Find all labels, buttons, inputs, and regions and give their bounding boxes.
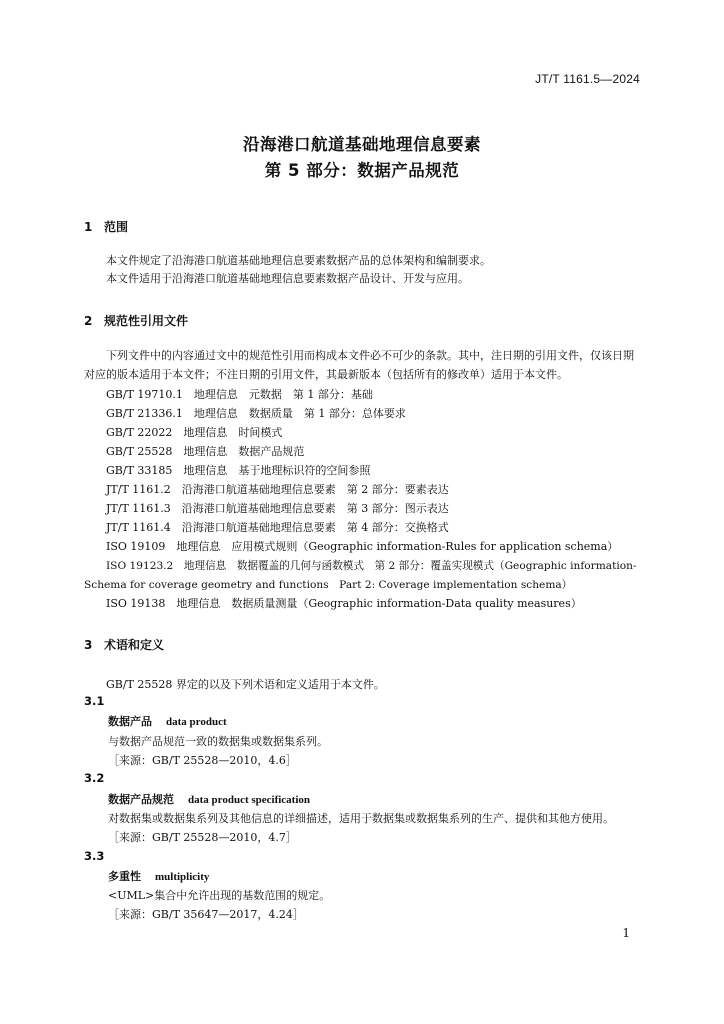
section-heading-terms — [84, 636, 164, 653]
term-number: 3.3 — [84, 849, 105, 863]
section-heading-normative-references — [84, 312, 188, 329]
reference-item: GB/T 25528 地理信息 数据产品规范 — [106, 445, 305, 458]
reference-item: GB/T 21336.1 地理信息 数据质量 第 1 部分：总体要求 — [106, 407, 406, 420]
paragraph: 本文件规定了沿海港口航道基础地理信息要素数据产品的总体架构和编制要求。 — [106, 254, 491, 267]
term-zh: 数据产品 — [108, 715, 152, 728]
reference-item: GB/T 22022 地理信息 时间模式 — [106, 426, 283, 439]
term-en: data product specification — [188, 794, 311, 806]
document-subtitle: 第 5 部分：数据产品规范 — [264, 161, 460, 180]
reference-item: JT/T 1161.2 沿海港口航道基础地理信息要素 第 2 部分：要素表达 — [106, 483, 449, 496]
reference-item: GB/T 33185 地理信息 基于地理标识符的空间参照 — [106, 464, 371, 477]
section-number: 2 — [84, 314, 93, 328]
term-zh: 多重性 — [108, 870, 141, 883]
reference-item: ISO 19109 地理信息 应用模式规则（Geographic information-Rules for application schema） — [106, 540, 619, 553]
term-definition: 对数据集或数据集系列及其他信息的详细描述，适用于数据集或数据集系列的生产、提供和其他方使用。 — [108, 812, 614, 825]
term-source: ［来源：GB/T 35647—2017，4.24］ — [108, 908, 304, 921]
reference-item: ISO 19138 地理信息 数据质量测量（Geographic information-Data quality measures） — [106, 597, 582, 610]
term-title — [108, 868, 209, 884]
section-title: 规范性引用文件 — [104, 314, 189, 328]
term-definition: 与数据产品规范一致的数据集或数据集系列。 — [108, 735, 328, 748]
section-title: 术语和定义 — [104, 638, 165, 652]
page-number: 1 — [622, 926, 630, 940]
reference-item: JT/T 1161.3 沿海港口航道基础地理信息要素 第 3 部分：图示表达 — [106, 502, 449, 515]
term-title — [108, 791, 310, 807]
reference-item: GB/T 19710.1 地理信息 元数据 第 1 部分：基础 — [106, 388, 373, 401]
document-title: 沿海港口航道基础地理信息要素 — [243, 135, 481, 154]
term-title — [108, 713, 227, 729]
paragraph: 下列文件中的内容通过文中的规范性引用而构成本文件必不可少的条款。其中，注日期的引用文件，仅该日期对应的版本适用于本文件；不注日期的引用文件，其最新版本（包括所有的修改单）适用于本文件。 — [84, 349, 634, 381]
term-number: 3.1 — [84, 694, 105, 708]
term-source: ［来源：GB/T 25528—2010，4.7］ — [108, 831, 297, 844]
section-heading-scope — [84, 218, 128, 235]
term-number: 3.2 — [84, 771, 105, 785]
term-definition: <UML>集合中允许出现的基数范围的规定。 — [108, 889, 331, 902]
term-en: data product — [166, 716, 227, 728]
document-code: JT/T 1161.5—2024 — [535, 72, 640, 86]
reference-item: ISO 19123.2 地理信息 数据覆盖的几何与函数模式 第 2 部分：覆盖实现模式（Geographic information- — [106, 560, 637, 572]
term-zh: 数据产品规范 — [108, 793, 174, 806]
paragraph: GB/T 25528 界定的以及下列术语和定义适用于本文件。 — [106, 678, 385, 691]
term-source: ［来源：GB/T 25528—2010，4.6］ — [108, 754, 297, 767]
paragraph: 本文件适用于沿海港口航道基础地理信息要素数据产品设计、开发与应用。 — [106, 272, 469, 285]
reference-item-continued: Schema for coverage geometry and functions Part 2: Coverage implementation schema） — [84, 579, 573, 591]
section-number: 1 — [84, 220, 93, 234]
reference-item: JT/T 1161.4 沿海港口航道基础地理信息要素 第 4 部分：交换格式 — [106, 521, 449, 534]
section-number: 3 — [84, 638, 93, 652]
section-title: 范围 — [104, 220, 129, 234]
term-en: multiplicity — [155, 871, 210, 883]
